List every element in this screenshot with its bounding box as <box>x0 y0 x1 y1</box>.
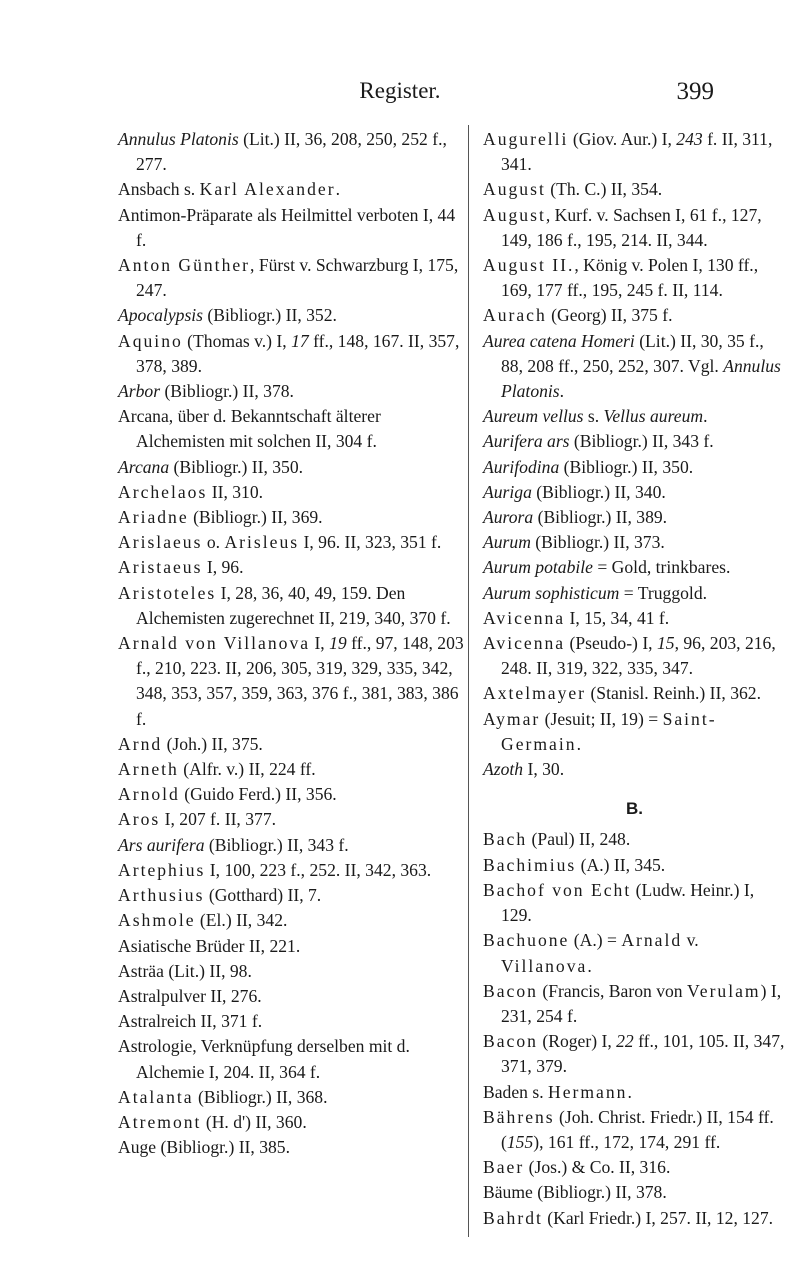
entry-text: Astralreich II, 371 f. <box>118 1011 263 1032</box>
entry-text: (Bibliogr.) II, 389. <box>533 507 668 528</box>
index-entry <box>483 329 786 405</box>
entry-text: ) I, 231, 254 f. <box>501 980 782 1026</box>
index-entry <box>118 1085 468 1110</box>
entry-text: Archelaos <box>118 481 208 502</box>
entry-text: (Gotthard) II, 7. <box>204 885 322 906</box>
entry-text: Arcana, über d. Bekanntschaft älterer Alchemisten mit solchen II, 304 f. <box>118 406 381 452</box>
entry-text: (Pseudo-) I, <box>565 633 657 654</box>
entry-text: Arneth <box>118 759 179 780</box>
entry-text: (Bibliogr.) II, 340. <box>531 481 666 502</box>
entry-text: ff., 101, 105. II, 347, 371, 379. <box>501 1031 785 1077</box>
entry-text: 22 <box>616 1031 634 1052</box>
index-entry <box>483 505 786 530</box>
entry-text: = Truggold. <box>619 582 708 603</box>
index-entry <box>483 1180 786 1205</box>
entry-text: (Alfr. v.) II, 224 ff. <box>178 759 316 780</box>
entry-text: , Kurf. v. Sachsen I, 61 f., 127, 149, 186 f., 195, 214. II, 344. <box>501 204 762 250</box>
entry-text: Bährens <box>483 1106 555 1127</box>
entry-text: Arisleus <box>224 532 300 553</box>
entry-text: Atalanta <box>118 1086 194 1107</box>
entry-text: Annulus Platonis <box>501 355 781 402</box>
entry-text: Saint-Germain <box>501 708 717 754</box>
entry-text: I, 28, 36, 40, 49, 159. Den Alchemisten zugerechnet II, 219, 340, 370 f. <box>136 582 451 628</box>
entry-text: Aurum <box>483 532 531 553</box>
entry-text: Aros <box>118 809 161 830</box>
page-title: Register. <box>359 78 441 103</box>
entry-text: (Jos.) & Co. II, 316. <box>524 1157 671 1178</box>
index-entry <box>118 1110 468 1135</box>
entry-text: (Bibliogr.) II, 352. <box>203 305 337 326</box>
entry-text: Bahrdt <box>483 1207 543 1228</box>
entry-text: (Karl Friedr.) I, 257. II, 12, 127. <box>542 1207 774 1228</box>
entry-text: Hermann <box>548 1081 628 1102</box>
index-entry <box>483 606 786 631</box>
entry-text: , König v. Polen I, 130 ff., 169, 177 ff., 195, 245 f. II, 114. <box>501 255 759 301</box>
entry-text: I, 96. <box>202 557 244 578</box>
right-entries-a <box>483 127 786 782</box>
entry-text: Villanova <box>501 955 588 976</box>
entry-text: (Lit.) II, 36, 208, 250, 252 f., 277. <box>136 129 447 175</box>
entry-text: (Georg) II, 375 f. <box>546 305 673 326</box>
index-entry <box>483 1080 786 1105</box>
entry-text: ff., 97, 148, 203 f., 210, 223. II, 206, 305, 319, 329, 335, 342, 348, 353, 357, 359, 363, 376 f., 381, 383, 386 f. <box>136 633 464 729</box>
entry-text: Aurifera ars <box>483 431 570 452</box>
entry-text: ), 161 ff., 172, 174, 291 ff. <box>533 1131 721 1152</box>
index-entry <box>118 858 468 883</box>
entry-text: (Bibliogr.) II, 350. <box>169 456 304 477</box>
index-entry <box>483 878 786 928</box>
entry-text: Bacon <box>483 980 538 1001</box>
right-entries-b <box>483 827 786 1230</box>
index-entry <box>483 203 786 253</box>
entry-text: (Joh. Christ. Friedr.) II, 154 ff. ( <box>501 1106 774 1152</box>
entry-text: Aurora <box>483 507 534 528</box>
index-entry <box>483 253 786 303</box>
entry-text: (Thomas v.) I, <box>182 330 292 351</box>
entry-text: , 96, 203, 216, 248. II, 319, 322, 335, 347. <box>501 633 776 679</box>
entry-text: (Lit.) II, 30, 35 f., 88, 208 ff., 250, 252, 307. Vgl. <box>501 330 764 376</box>
entry-text: (Francis, Baron von <box>537 980 687 1001</box>
index-entry <box>118 329 468 379</box>
entry-text: 19 <box>329 633 347 654</box>
index-entry <box>118 984 468 1009</box>
entry-text: 155 <box>506 1131 534 1152</box>
index-entry <box>483 530 786 555</box>
entry-text: (Paul) II, 248. <box>527 829 631 850</box>
index-entry <box>483 827 786 852</box>
index-entry <box>483 127 786 177</box>
right-column <box>483 127 786 1231</box>
entry-text: (Bibliogr.) II, 350. <box>559 456 694 477</box>
entry-text: Asträa (Lit.) II, 98. <box>118 960 252 981</box>
entry-text: (Roger) I, <box>537 1031 617 1052</box>
entry-text: (Bibliogr.) II, 378. <box>160 381 294 402</box>
entry-text: Bach <box>483 829 528 850</box>
entry-text: Auriga <box>483 481 532 502</box>
entry-text: Arcana <box>118 456 170 477</box>
entry-text: Arthusius <box>118 885 205 906</box>
entry-text: Aymar <box>483 708 541 729</box>
entry-text: I, <box>310 633 330 654</box>
entry-text: Arislaeus <box>118 532 203 553</box>
entry-text: Bachof von Echt <box>483 879 632 900</box>
index-entry <box>118 631 468 732</box>
entry-text: I, 30. <box>523 759 565 780</box>
entry-text: . <box>587 955 592 976</box>
index-entry <box>118 1135 468 1160</box>
entry-text: Arnold <box>118 784 180 805</box>
index-entry <box>118 505 468 530</box>
entry-text: (A.) II, 345. <box>576 854 666 875</box>
index-entry <box>118 732 468 757</box>
entry-text: (Bibliogr.) II, 373. <box>530 532 665 553</box>
entry-text: Baden s. <box>483 1081 548 1102</box>
entry-text: Aristoteles <box>118 582 217 603</box>
entry-text: II, 310. <box>207 481 264 502</box>
index-entry <box>483 707 786 757</box>
index-entry <box>483 757 786 782</box>
index-entry <box>118 807 468 832</box>
entry-text: ff., 148, 167. II, 357, 378, 389. <box>136 330 460 376</box>
entry-text: Anton Günther <box>118 255 251 276</box>
entry-text: Ars aurifera <box>118 834 205 855</box>
index-entry <box>118 782 468 807</box>
index-entry <box>483 581 786 606</box>
index-entry <box>118 908 468 933</box>
entry-text: Karl Alexander <box>199 179 336 200</box>
entry-text: Aurifodina <box>483 456 560 477</box>
entry-text: (Th. C.) II, 354. <box>545 179 663 200</box>
entry-text: Arnd <box>118 733 163 754</box>
entry-text: = Gold, trinkbares. <box>592 557 731 578</box>
index-entry <box>483 404 786 429</box>
index-entry <box>118 581 468 631</box>
page-header <box>0 72 800 112</box>
entry-text: (Jesuit; II, 19) = <box>540 708 663 729</box>
index-entry <box>118 480 468 505</box>
entry-text: v. <box>682 930 699 951</box>
entry-text: (El.) II, 342. <box>195 910 288 931</box>
entry-text: Arnald <box>621 930 683 951</box>
entry-text: Aurum potabile <box>483 557 593 578</box>
entry-text: Annulus Platonis <box>118 129 239 149</box>
section-heading: B. <box>626 799 643 819</box>
entry-text: Bachimius <box>483 854 577 875</box>
entry-text: s. <box>583 406 604 427</box>
entry-text: 243 <box>676 129 703 149</box>
index-entry <box>118 455 468 480</box>
entry-text: Aurea catena Homeri <box>483 330 635 351</box>
index-entry <box>483 1105 786 1155</box>
entry-text: Astralpulver II, 276. <box>118 985 262 1006</box>
entry-text: I, 207 f. II, 377. <box>160 809 277 830</box>
entry-text: I, 15, 34, 41 f. <box>565 607 670 628</box>
entry-text: Aristaeus <box>118 557 203 578</box>
index-entry <box>483 1155 786 1180</box>
entry-text: Ariadne <box>118 507 189 528</box>
entry-text: August II. <box>483 255 575 276</box>
index-entry <box>118 379 468 404</box>
entry-text: Aurach <box>483 305 547 326</box>
entry-text: . <box>335 179 340 200</box>
entry-text: . <box>703 406 708 427</box>
index-entry <box>483 455 786 480</box>
entry-text: . <box>576 733 581 754</box>
index-entry <box>483 480 786 505</box>
entry-text: Atremont <box>118 1111 202 1132</box>
entry-text: I, 100, 223 f., 252. II, 342, 363. <box>205 859 432 880</box>
index-entry <box>118 303 468 328</box>
index-entry <box>483 555 786 580</box>
entry-text: 15 <box>656 633 675 654</box>
index-entry <box>483 979 786 1029</box>
entry-text: (Ludw. Heinr.) I, 129. <box>501 879 755 926</box>
entry-text: Arbor <box>118 381 161 402</box>
index-entry <box>483 1206 786 1231</box>
entry-text: Aureum vellus <box>483 406 584 427</box>
index-entry <box>118 127 468 177</box>
entry-text: 17 <box>291 330 309 351</box>
entry-text: (Guido Ferd.) II, 356. <box>179 784 337 805</box>
index-entry <box>118 883 468 908</box>
index-entry <box>483 177 786 202</box>
entry-text: Artephius <box>118 859 206 880</box>
index-entry <box>118 1034 468 1084</box>
entry-text: Verulam <box>687 980 761 1001</box>
entry-text: f. II, 311, 341. <box>501 129 773 175</box>
entry-text: (H. d') II, 360. <box>201 1111 307 1132</box>
entry-text: (Bibliogr.) II, 343 f. <box>569 431 714 452</box>
column-divider <box>468 125 469 1237</box>
entry-text: (Giov. Aur.) I, <box>568 129 677 149</box>
entry-text: Baer <box>483 1157 525 1178</box>
entry-text: (Bibliogr.) II, 369. <box>188 507 323 528</box>
index-entry <box>118 555 468 580</box>
entry-text: Aquino <box>118 330 183 351</box>
index-entry <box>118 1009 468 1034</box>
entry-text: Asiatische Brüder II, 221. <box>118 935 301 956</box>
entry-text: Apocalypsis <box>118 305 204 326</box>
index-entry <box>483 303 786 328</box>
entry-text: Axtelmayer <box>483 683 587 704</box>
entry-text: (Stanisl. Reinh.) II, 362. <box>586 683 761 704</box>
entry-text: Azoth <box>483 759 524 780</box>
entry-text: Avicenna <box>483 633 566 654</box>
entry-text: Bachuone <box>483 930 570 951</box>
entry-text: Avicenna <box>483 607 566 628</box>
entry-text: August <box>483 179 546 200</box>
index-entry <box>118 203 468 253</box>
entry-text: , Fürst v. Schwarzburg I, 175, 247. <box>136 255 459 301</box>
index-entry <box>118 959 468 984</box>
index-entry <box>118 833 468 858</box>
index-entry <box>483 928 786 978</box>
entry-text: (A.) = <box>569 930 622 951</box>
entry-text: o. <box>202 532 225 553</box>
entry-text: Astrologie, Verknüpfung derselben mit d. Alchemie I, 204. II, 364 f. <box>118 1036 410 1082</box>
index-entry <box>483 631 786 681</box>
index-entry <box>118 404 468 454</box>
entry-text: Ansbach s. <box>118 179 200 200</box>
entry-text: . <box>627 1081 632 1102</box>
entry-text: (Bibliogr.) II, 368. <box>193 1086 328 1107</box>
index-entry <box>483 681 786 706</box>
entry-text: Ashmole <box>118 910 196 931</box>
left-column <box>118 127 468 1160</box>
entry-text: Aurum sophisticum <box>483 582 620 603</box>
entry-text: I, 96. II, 323, 351 f. <box>299 532 442 553</box>
index-entry <box>118 530 468 555</box>
index-entry <box>118 934 468 959</box>
index-entry <box>483 853 786 878</box>
index-entry <box>483 429 786 454</box>
entry-text: Antimon-Präparate als Heilmittel verboten I, 44 f. <box>118 204 456 250</box>
index-entry <box>118 757 468 782</box>
entry-text: . <box>559 381 565 402</box>
index-entry <box>483 1029 786 1079</box>
index-entry <box>118 253 468 303</box>
entry-text: Augurelli <box>483 129 569 149</box>
page-number: 399 <box>676 78 714 105</box>
index-entry <box>118 177 468 202</box>
entry-text: Bacon <box>483 1031 538 1052</box>
entry-text: Auge (Bibliogr.) II, 385. <box>118 1137 291 1158</box>
entry-text: (Joh.) II, 375. <box>162 733 263 754</box>
entry-text: Arnald von Villanova <box>118 633 311 654</box>
entry-text: Vellus aureum <box>603 406 704 427</box>
entry-text: (Bibliogr.) II, 343 f. <box>204 834 349 855</box>
entry-text: Bäume (Bibliogr.) II, 378. <box>483 1182 667 1203</box>
entry-text: August <box>483 204 546 225</box>
